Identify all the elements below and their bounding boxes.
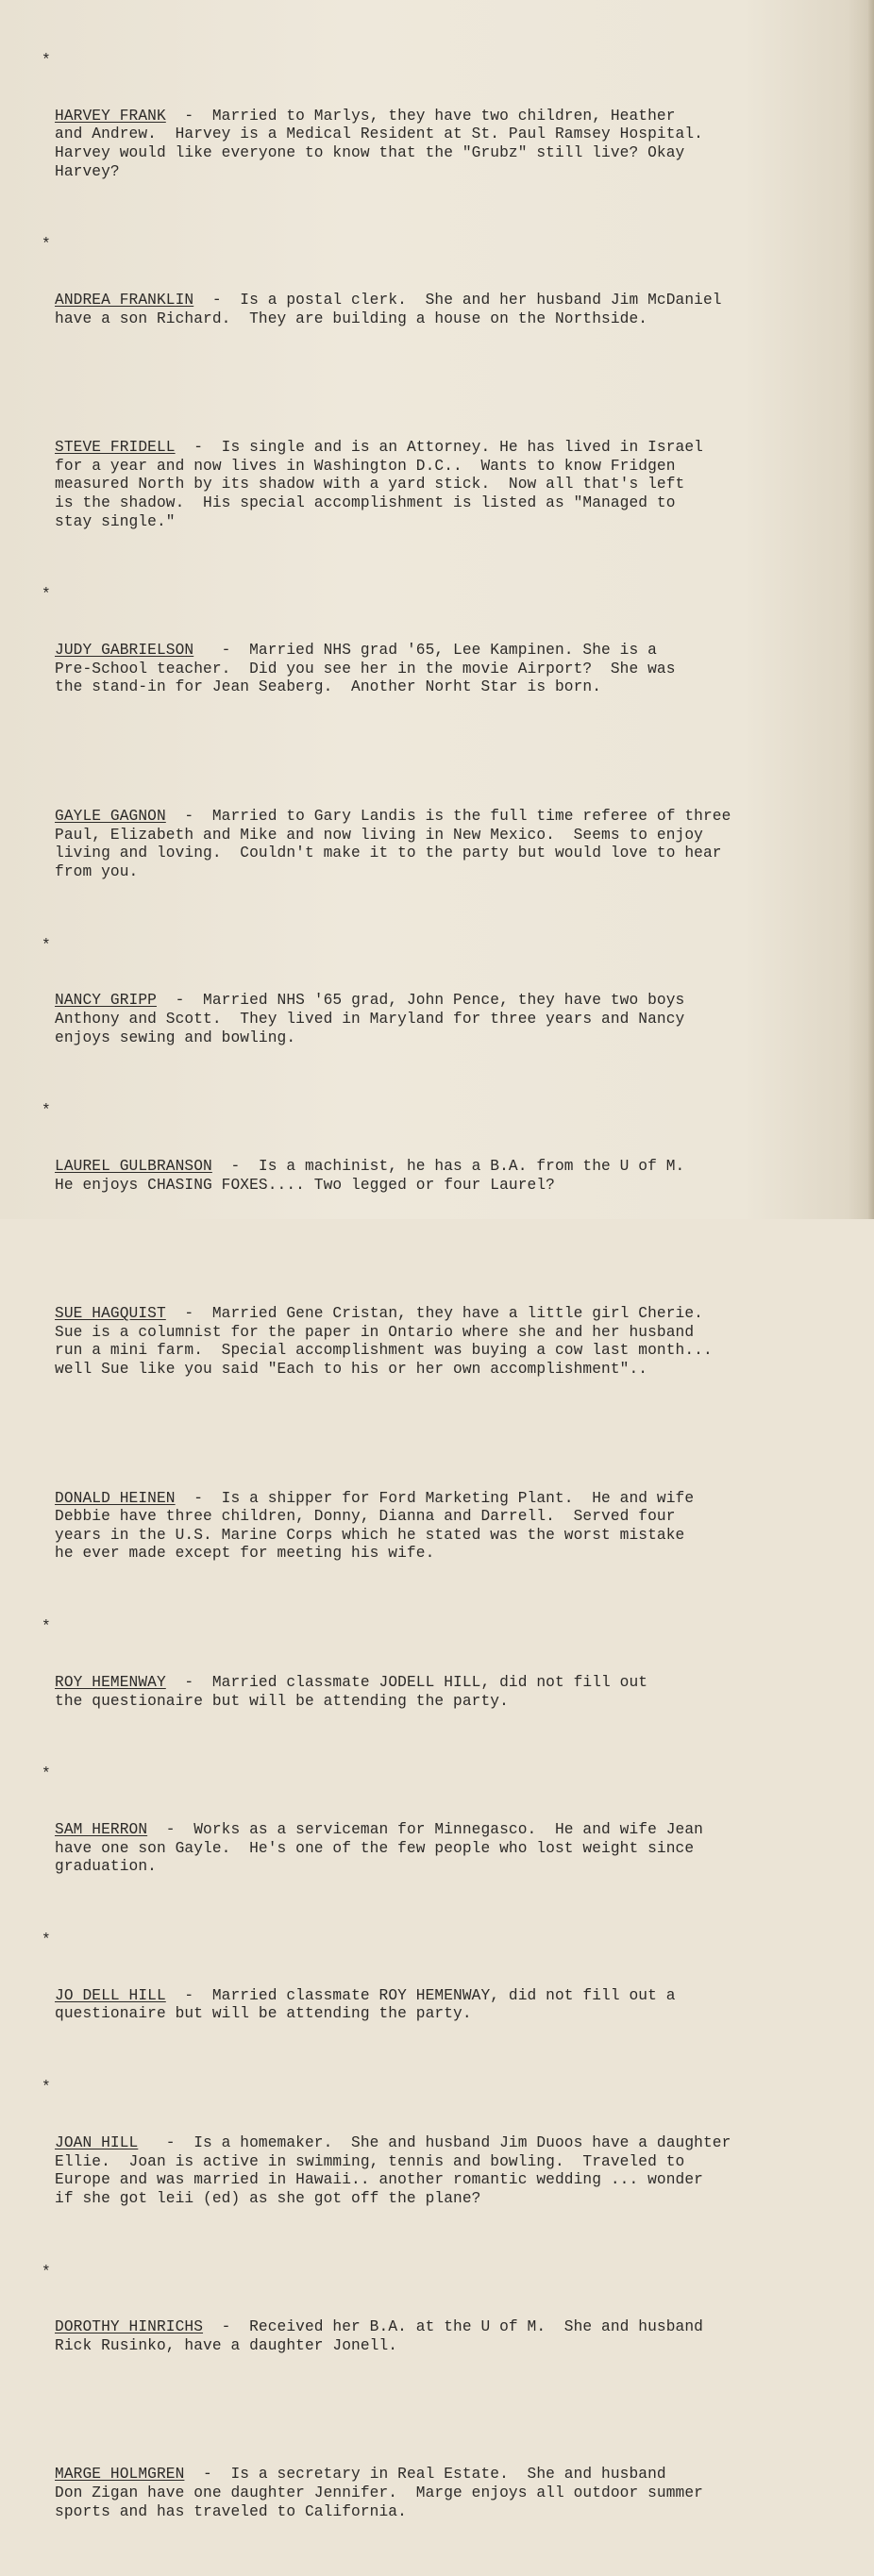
entries-list: [42, 52, 825, 2576]
entry-name: ROY HEMENWAY: [55, 1673, 166, 1691]
entry-star: *: [42, 936, 51, 954]
entry-text: Anthony and Scott. They lived in Maryland for three years and Nancy enjoys sewing and bowling.: [55, 1010, 685, 1046]
entry: [42, 2264, 825, 2393]
entry-name: HARVEY FRANK: [55, 107, 166, 125]
entry-star: *: [42, 586, 51, 604]
entry-star: *: [42, 2263, 51, 2281]
entry-text: Pre-School teacher. Did you see her in the movie Airport? She was the stand-in for Jean Seaberg. Another Norht Star is born.: [55, 660, 676, 696]
entry-name: SAM HERRON: [55, 1821, 148, 1839]
entry: [42, 937, 825, 1085]
entry-first-line: - Received her B.A. at the U of M. She and husband: [203, 2318, 703, 2336]
entry-first-line: - Is single and is an Attorney. He has lived in Israel: [175, 439, 703, 457]
entry-text: the questionaire but will be attending the party.: [55, 1692, 509, 1710]
entry-text: Ellie. Joan is active in swimming, tennis and bowling. Traveled to Europe and was married in Hawaii.. another romantic wedding ... wonder if she got leii (ed) as she got off the plane?: [55, 2152, 703, 2207]
entry-text: Paul, Elizabeth and Mike and now living in New Mexico. Seems to enjoy living and loving. Couldn't make it to the party but would love to hear from you.: [55, 826, 722, 880]
entry-text: He enjoys CHASING FOXES.... Two legged or four Laurel?: [55, 1176, 555, 1194]
entry-first-line: - Is a secretary in Real Estate. She and husband: [184, 2466, 666, 2484]
entry-first-line: - Is a homemaker. She and husband Jim Duoos have a daughter: [138, 2133, 731, 2151]
entry-first-line: - Is a machinist, he has a B.A. from the U of M.: [211, 1158, 685, 1176]
page-edge: [868, 0, 874, 1219]
entry: [42, 1434, 825, 1600]
entry-star: *: [42, 2079, 51, 2097]
entry-name: DOROTHY HINRICHS: [55, 2318, 204, 2336]
entry-name: SUE HAGQUIST: [55, 1305, 166, 1323]
entry-text: Sue is a columnist for the paper in Ontario where she and her husband run a mini farm. Special accomplishment was buying a cow last month... well Sue like you said "Each to his or her own accomplishment"..: [55, 1323, 713, 1378]
entry-name: NANCY GRIPP: [55, 992, 157, 1010]
entry: [42, 1765, 825, 1914]
entry-name: ANDREA FRANKLIN: [55, 292, 194, 309]
entry-text: and Andrew. Harvey is a Medical Resident at St. Paul Ramsey Hospital. Harvey would like everyone to know that the "Grubz" still live? Okay Harvey?: [55, 125, 703, 180]
entry: [42, 2411, 825, 2559]
entry: [42, 236, 825, 365]
entry-star: *: [42, 1765, 51, 1783]
entry: [42, 2079, 825, 2245]
entry-text: for a year and now lives in Washington D.C.. Wants to know Fridgen measured North by its shadow with a yard stick. Now all that's left is the shadow. His special accomplishment is listed as "Managed to stay single.": [55, 457, 685, 530]
entry-name: JUDY GABRIELSON: [55, 642, 194, 660]
entry-first-line: - Married NHS grad '65, Lee Kampinen. She is a: [193, 642, 657, 660]
entry-name: JO DELL HILL: [55, 1986, 166, 2004]
entry-name: STEVE FRIDELL: [55, 439, 176, 457]
entry: [42, 1102, 825, 1231]
entry-first-line: - Works as a serviceman for Minnegasco. He and wife Jean: [147, 1821, 704, 1839]
entry-text: questionaire but will be attending the party.: [55, 2005, 472, 2023]
entry: [42, 752, 825, 918]
entry-star: *: [42, 236, 51, 254]
entry-star: *: [42, 1932, 51, 1949]
entry: [42, 1249, 825, 1415]
entry-text: Debbie have three children, Donny, Dianna and Darrell. Served four years in the U.S. Marine Corps which he stated was the worst mistake he ever made except for meeting his wife.: [55, 1508, 685, 1563]
entry-text: have one son Gayle. He's one of the few people who lost weight since graduation.: [55, 1839, 695, 1876]
entry-first-line: - Married to Marlys, they have two children, Heather: [165, 107, 676, 125]
entry-first-line: - Married Gene Cristan, they have a little girl Cherie.: [165, 1305, 703, 1323]
entry-name: DONALD HEINEN: [55, 1489, 176, 1507]
entry-star: *: [42, 52, 51, 69]
entry-star: *: [42, 1102, 51, 1120]
entry-name: GAYLE GAGNON: [55, 807, 166, 825]
entry-first-line: - Married classmate JODELL HILL, did not fill out: [165, 1673, 648, 1691]
entry: [42, 1932, 825, 2061]
entry-first-line: - Is a shipper for Ford Marketing Plant. He and wife: [175, 1489, 695, 1507]
entry-name: JOAN HILL: [55, 2133, 139, 2151]
entry: [42, 586, 825, 734]
entry: [42, 384, 825, 569]
entry-text: have a son Richard. They are building a house on the Northside.: [55, 309, 648, 327]
entry-star: *: [42, 1618, 51, 1636]
entry-name: LAUREL GULBRANSON: [55, 1158, 212, 1176]
entry: [42, 52, 825, 218]
entry-first-line: - Married to Gary Landis is the full time referee of three: [165, 807, 731, 825]
entry-text: Don Zigan have one daughter Jennifer. Marge enjoys all outdoor summer sports and has traveled to California.: [55, 2484, 703, 2520]
entry-first-line: - Married classmate ROY HEMENWAY, did not fill out a: [165, 1986, 676, 2004]
entry-text: Rick Rusinko, have a daughter Jonell.: [55, 2336, 398, 2354]
entry: [42, 1618, 825, 1748]
entry-first-line: - Married NHS '65 grad, John Pence, they have two boys: [156, 992, 685, 1010]
entry-name: MARGE HOLMGREN: [55, 2466, 185, 2484]
entry-first-line: - Is a postal clerk. She and her husband Jim McDaniel: [193, 292, 722, 309]
